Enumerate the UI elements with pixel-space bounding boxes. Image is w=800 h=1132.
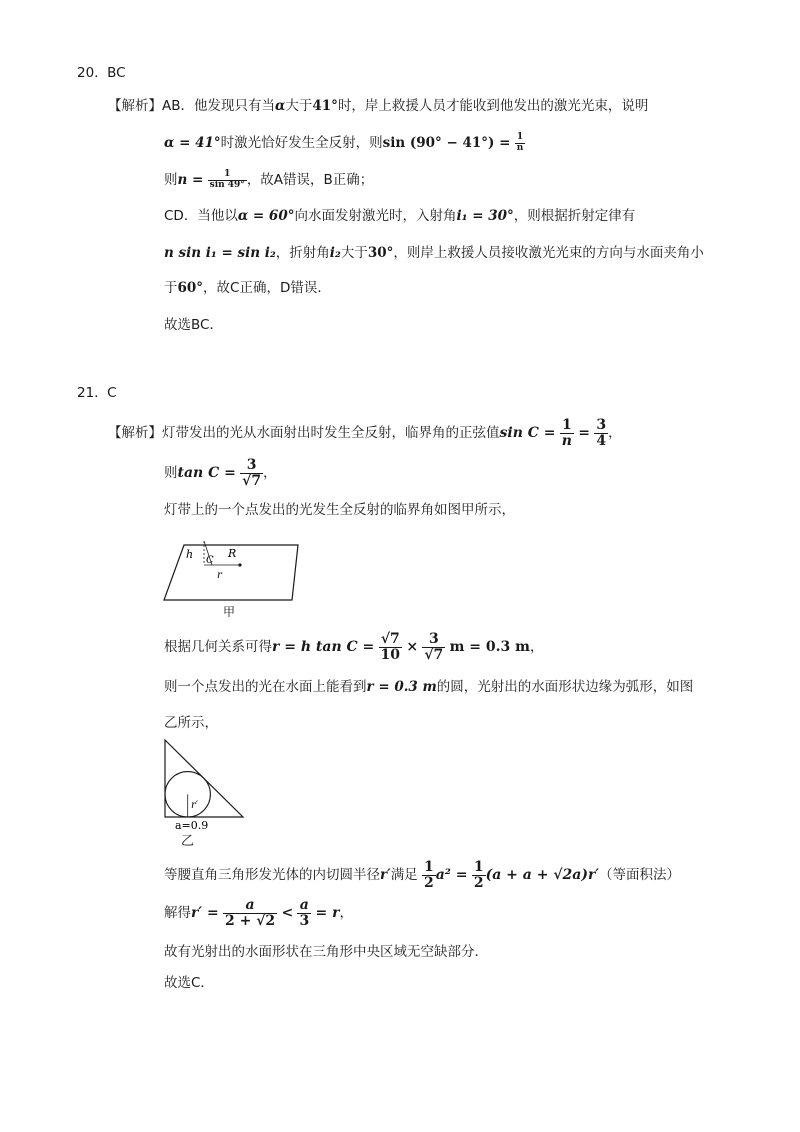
- math: α = 60°: [237, 208, 295, 224]
- denominator: 2: [423, 874, 434, 891]
- q21-line9: [164, 942, 488, 962]
- text: ，: [529, 639, 544, 656]
- center-dot: [238, 563, 241, 566]
- label-r: r: [217, 570, 222, 581]
- math: sin C =: [499, 425, 556, 442]
- math: r = 0.3 m: [366, 679, 437, 695]
- fraction: [240, 458, 263, 488]
- q21-line4: [164, 632, 543, 662]
- text: （等面积法）: [599, 867, 681, 884]
- text: ，则根据折射定律有: [513, 208, 636, 224]
- math: ×: [406, 639, 419, 656]
- label-r-prime: r′: [191, 800, 199, 811]
- fraction: [208, 170, 247, 190]
- math: a² =: [435, 867, 468, 884]
- denominator: √7: [242, 472, 262, 489]
- q20-line4: [164, 206, 635, 226]
- math: =: [578, 425, 591, 442]
- denominator: 10: [380, 646, 401, 663]
- analysis-tag: 【解析】: [108, 98, 162, 114]
- math: i₂: [329, 245, 341, 261]
- math: sin (90° − 41°) =: [382, 135, 511, 151]
- denominator: 2: [473, 874, 484, 891]
- math: tan C =: [177, 465, 236, 482]
- figure-yi: [160, 737, 250, 832]
- math: i₁ = 30°: [456, 208, 514, 224]
- denominator: √7: [424, 646, 444, 663]
- text: 灯带发出的光从水面射出时发生全反射，临界角的正弦值: [162, 425, 500, 442]
- math: r′: [380, 867, 391, 884]
- text: 时，岸上救援人员才能收到他发出的激光光束，说明: [337, 98, 649, 114]
- math: n sin i₁ = sin i₂: [164, 245, 276, 261]
- q21-line5: [164, 677, 693, 697]
- text: 向水面发射激光时，入射角: [294, 208, 457, 224]
- q21-line10: [164, 973, 214, 993]
- q20-line5: [164, 243, 704, 263]
- figure-jia-caption: 甲: [223, 605, 236, 619]
- numerator: 1: [423, 859, 434, 875]
- text: 解得: [164, 905, 191, 922]
- text: ，故A错误，B正确；: [246, 172, 374, 188]
- text: 乙所示，: [164, 715, 218, 731]
- text: 故选C．: [164, 975, 214, 991]
- q20-line7: [164, 315, 223, 335]
- text: 的圆，光射出的水面形状边缘为弧形，如图: [436, 679, 694, 695]
- label-h: h: [186, 548, 194, 561]
- math: = r: [315, 905, 340, 922]
- text: ，故C正确，D错误．: [203, 280, 331, 296]
- numerator: 3: [596, 417, 607, 433]
- q21-line2: [164, 458, 277, 488]
- math: r′ =: [191, 905, 219, 922]
- numerator: 3: [422, 632, 445, 648]
- text: 等腰直角三角形发光体的内切圆半径: [164, 867, 380, 884]
- math: r = h tan C =: [272, 639, 375, 656]
- fraction: [379, 632, 402, 662]
- text: ，则岸上救援人员接收激光光束的方向与水面夹角小: [393, 245, 704, 261]
- math: 30°: [367, 245, 394, 261]
- text: 则: [164, 172, 178, 188]
- text: 故有光射出的水面形状在三角形中央区域无空缺部分．: [164, 944, 488, 960]
- fraction: [472, 860, 486, 890]
- fraction: [297, 898, 311, 928]
- numerator: √7: [379, 632, 402, 648]
- text: 则: [164, 465, 178, 482]
- numerator: a: [223, 898, 277, 914]
- text: ，折射角: [275, 245, 330, 261]
- math: (a + a + √2a)r′: [485, 867, 600, 884]
- numerator: 3: [240, 458, 263, 474]
- q21-line7: [164, 860, 680, 890]
- q20-line2: [164, 133, 525, 153]
- fraction: [594, 418, 608, 448]
- text: ，: [608, 425, 622, 442]
- math: <: [281, 905, 294, 922]
- text: 大于: [285, 98, 313, 114]
- denominator: 4: [596, 432, 607, 449]
- text: 根据几何关系可得: [164, 639, 272, 656]
- q21-number: 21.: [77, 385, 99, 401]
- text: 满足: [390, 867, 418, 884]
- text: 时激光恰好发生全反射，则: [220, 135, 383, 151]
- numerator: 1: [560, 418, 574, 434]
- text: ，: [339, 905, 353, 922]
- denominator: 3: [299, 912, 310, 929]
- q20-line3: [164, 170, 373, 190]
- fraction: [223, 898, 277, 928]
- math: n =: [177, 172, 204, 188]
- q20-header: [77, 63, 126, 83]
- text: CD．当他以: [164, 208, 238, 224]
- numerator: 1: [208, 170, 247, 180]
- q21-line1: [108, 418, 622, 448]
- text: AB．他发现只有当: [162, 98, 275, 114]
- q20-line6: [164, 278, 331, 298]
- fraction: [515, 133, 526, 153]
- figure-yi-caption: 乙: [181, 834, 195, 849]
- math: m = 0.3 m: [449, 639, 530, 656]
- q21-line6: [164, 713, 218, 733]
- label-C: C: [206, 555, 214, 566]
- text: 大于: [340, 245, 368, 261]
- q20-answer: BC: [107, 65, 126, 81]
- q21-header: [77, 383, 117, 403]
- analysis-tag: 【解析】: [108, 425, 162, 442]
- numerator: a: [297, 898, 311, 914]
- fraction: [422, 860, 436, 890]
- label-R: R: [228, 547, 237, 560]
- math: α = 41°: [164, 135, 221, 151]
- q21-line3: [164, 500, 515, 520]
- label-a: a=0.9: [175, 819, 209, 832]
- denominator: sin 49°: [209, 179, 245, 190]
- fraction: [422, 632, 445, 662]
- q21-line8: [164, 898, 353, 928]
- q21-answer: C: [107, 385, 117, 401]
- q20-line1: [108, 96, 648, 116]
- denominator: n: [516, 142, 524, 153]
- q20-number: 20.: [77, 65, 99, 81]
- numerator: 1: [515, 133, 526, 143]
- denominator: n: [561, 432, 572, 449]
- numerator: 1: [473, 859, 484, 875]
- math: 41°: [312, 98, 338, 114]
- text: 灯带上的一个点发出的光发生全反射的临界角如图甲所示，: [164, 502, 515, 518]
- denominator: 2 + √2: [224, 912, 276, 929]
- text: 故选BC．: [164, 317, 223, 333]
- fraction: [560, 418, 574, 448]
- text: 于: [164, 280, 178, 296]
- math: 60°: [177, 280, 204, 296]
- alpha-symbol: α: [275, 98, 286, 114]
- text: ，: [263, 465, 277, 482]
- text: 则一个点发出的光在水面上能看到: [164, 679, 367, 695]
